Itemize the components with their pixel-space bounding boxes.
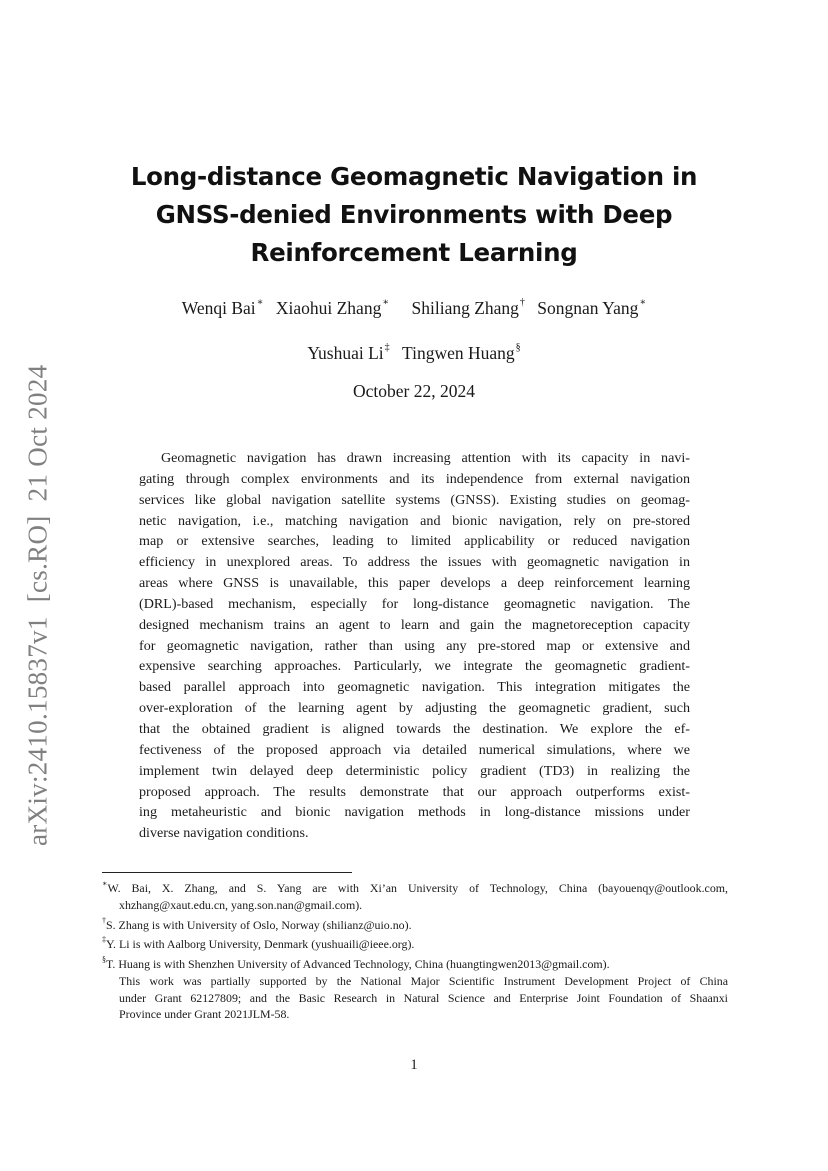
abstract-line: based parallel approach into geomagnetic navigation. This integration mitigates the [139, 679, 690, 696]
abstract-line: areas where GNSS is unavailable, this paper develops a deep reinforcement learning [139, 575, 690, 592]
arxiv-identifier: arXiv:2410.15837v1 [cs.RO] 21 Oct 2024 [22, 364, 53, 846]
author: Xiaohui Zhang∗ [275, 297, 390, 318]
abstract-line: implement twin delayed deep deterministic policy gradient (TD3) in realizing the [139, 762, 690, 779]
abstract-line: for geomagnetic navigation, rather than using any pre-stored map or extensive and [139, 637, 690, 654]
paper-title [100, 158, 728, 272]
author: Shiliang Zhang† [411, 297, 525, 318]
author-list [100, 294, 728, 319]
abstract-line: netic navigation, i.e., matching navigation and bionic navigation, rely on pre-stored [139, 512, 690, 529]
author-list [100, 339, 728, 364]
funding-note: Province under Grant 2021JLM-58. [119, 1007, 290, 1022]
title-line: GNSS-denied Environments with Deep [155, 200, 673, 229]
footnote: ‡Y. Li is with Aalborg University, Denmark (yushuaili@ieee.org). [102, 935, 415, 952]
title-line: Long-distance Geomagnetic Navigation in [130, 162, 698, 191]
title-line: Reinforcement Learning [250, 238, 578, 267]
abstract-line: expensive searching approaches. Particularly, we integrate the geomagnetic gradient- [139, 658, 690, 675]
abstract-line: (DRL)-based mechanism, especially for long-distance geomagnetic navigation. The [139, 595, 690, 612]
abstract-line: ing metaheuristic and bionic navigation methods in long-distance missions under [139, 804, 690, 821]
page-number: 1 [410, 1057, 418, 1073]
abstract-line: diverse navigation conditions. [139, 825, 309, 842]
footnote: §T. Huang is with Shenzhen University of Advanced Technology, China (huangtingwen2013@gmail.com). [102, 955, 610, 972]
abstract-line: efficiency in unexplored areas. To address the issues with geomagnetic navigation in [139, 554, 690, 571]
footnote-divider [102, 872, 352, 873]
author: Songnan Yang∗ [537, 297, 647, 318]
funding-note: This work was partially supported by the National Major Scientific Instrument Development Project of China [119, 973, 728, 988]
author: Yushuai Li‡ [307, 342, 390, 363]
footnote: xhzhang@xaut.edu.cn, yang.son.nan@gmail.com). [119, 897, 363, 912]
abstract-line: map or extensive searches, leading to limited applicability or reduced navigation [139, 533, 690, 550]
abstract [139, 448, 690, 844]
funding-note: under Grant 62127809; and the Basic Research in Natural Science and Enterprise Joint Foundation of Shaanxi [119, 990, 728, 1005]
abstract-line: fectiveness of the proposed approach via detailed numerical simulations, where we [139, 741, 690, 758]
abstract-line: services like global navigation satellite systems (GNSS). Existing studies on geomag- [139, 491, 690, 508]
abstract-line: designed mechanism trains an agent to learn and gain the magnetoreception capacity [139, 616, 690, 633]
abstract-line: Geomagnetic navigation has drawn increasing attention with its capacity in navi- [161, 450, 690, 466]
abstract-line: gating through complex environments and its independence from external navigation [139, 470, 690, 487]
author: Wenqi Bai∗ [181, 297, 264, 318]
footnote: †S. Zhang is with University of Oslo, Norway (shilianz@uio.no). [102, 915, 412, 932]
footnote: ∗W. Bai, X. Zhang, and S. Yang are with Xi’an University of Technology, China (bayouenqy@outlook.com, [102, 879, 728, 895]
abstract-line: over-exploration of the learning agent by adjusting the geomagnetic gradient, such [139, 700, 690, 717]
abstract-line: that the obtained gradient is aligned towards the destination. We explore the ef- [139, 720, 690, 737]
author: Tingwen Huang§ [402, 342, 521, 363]
publication-date: October 22, 2024 [353, 381, 475, 401]
abstract-line: proposed approach. The results demonstrate that our approach outperforms exist- [139, 783, 690, 800]
footnotes [102, 877, 728, 1023]
